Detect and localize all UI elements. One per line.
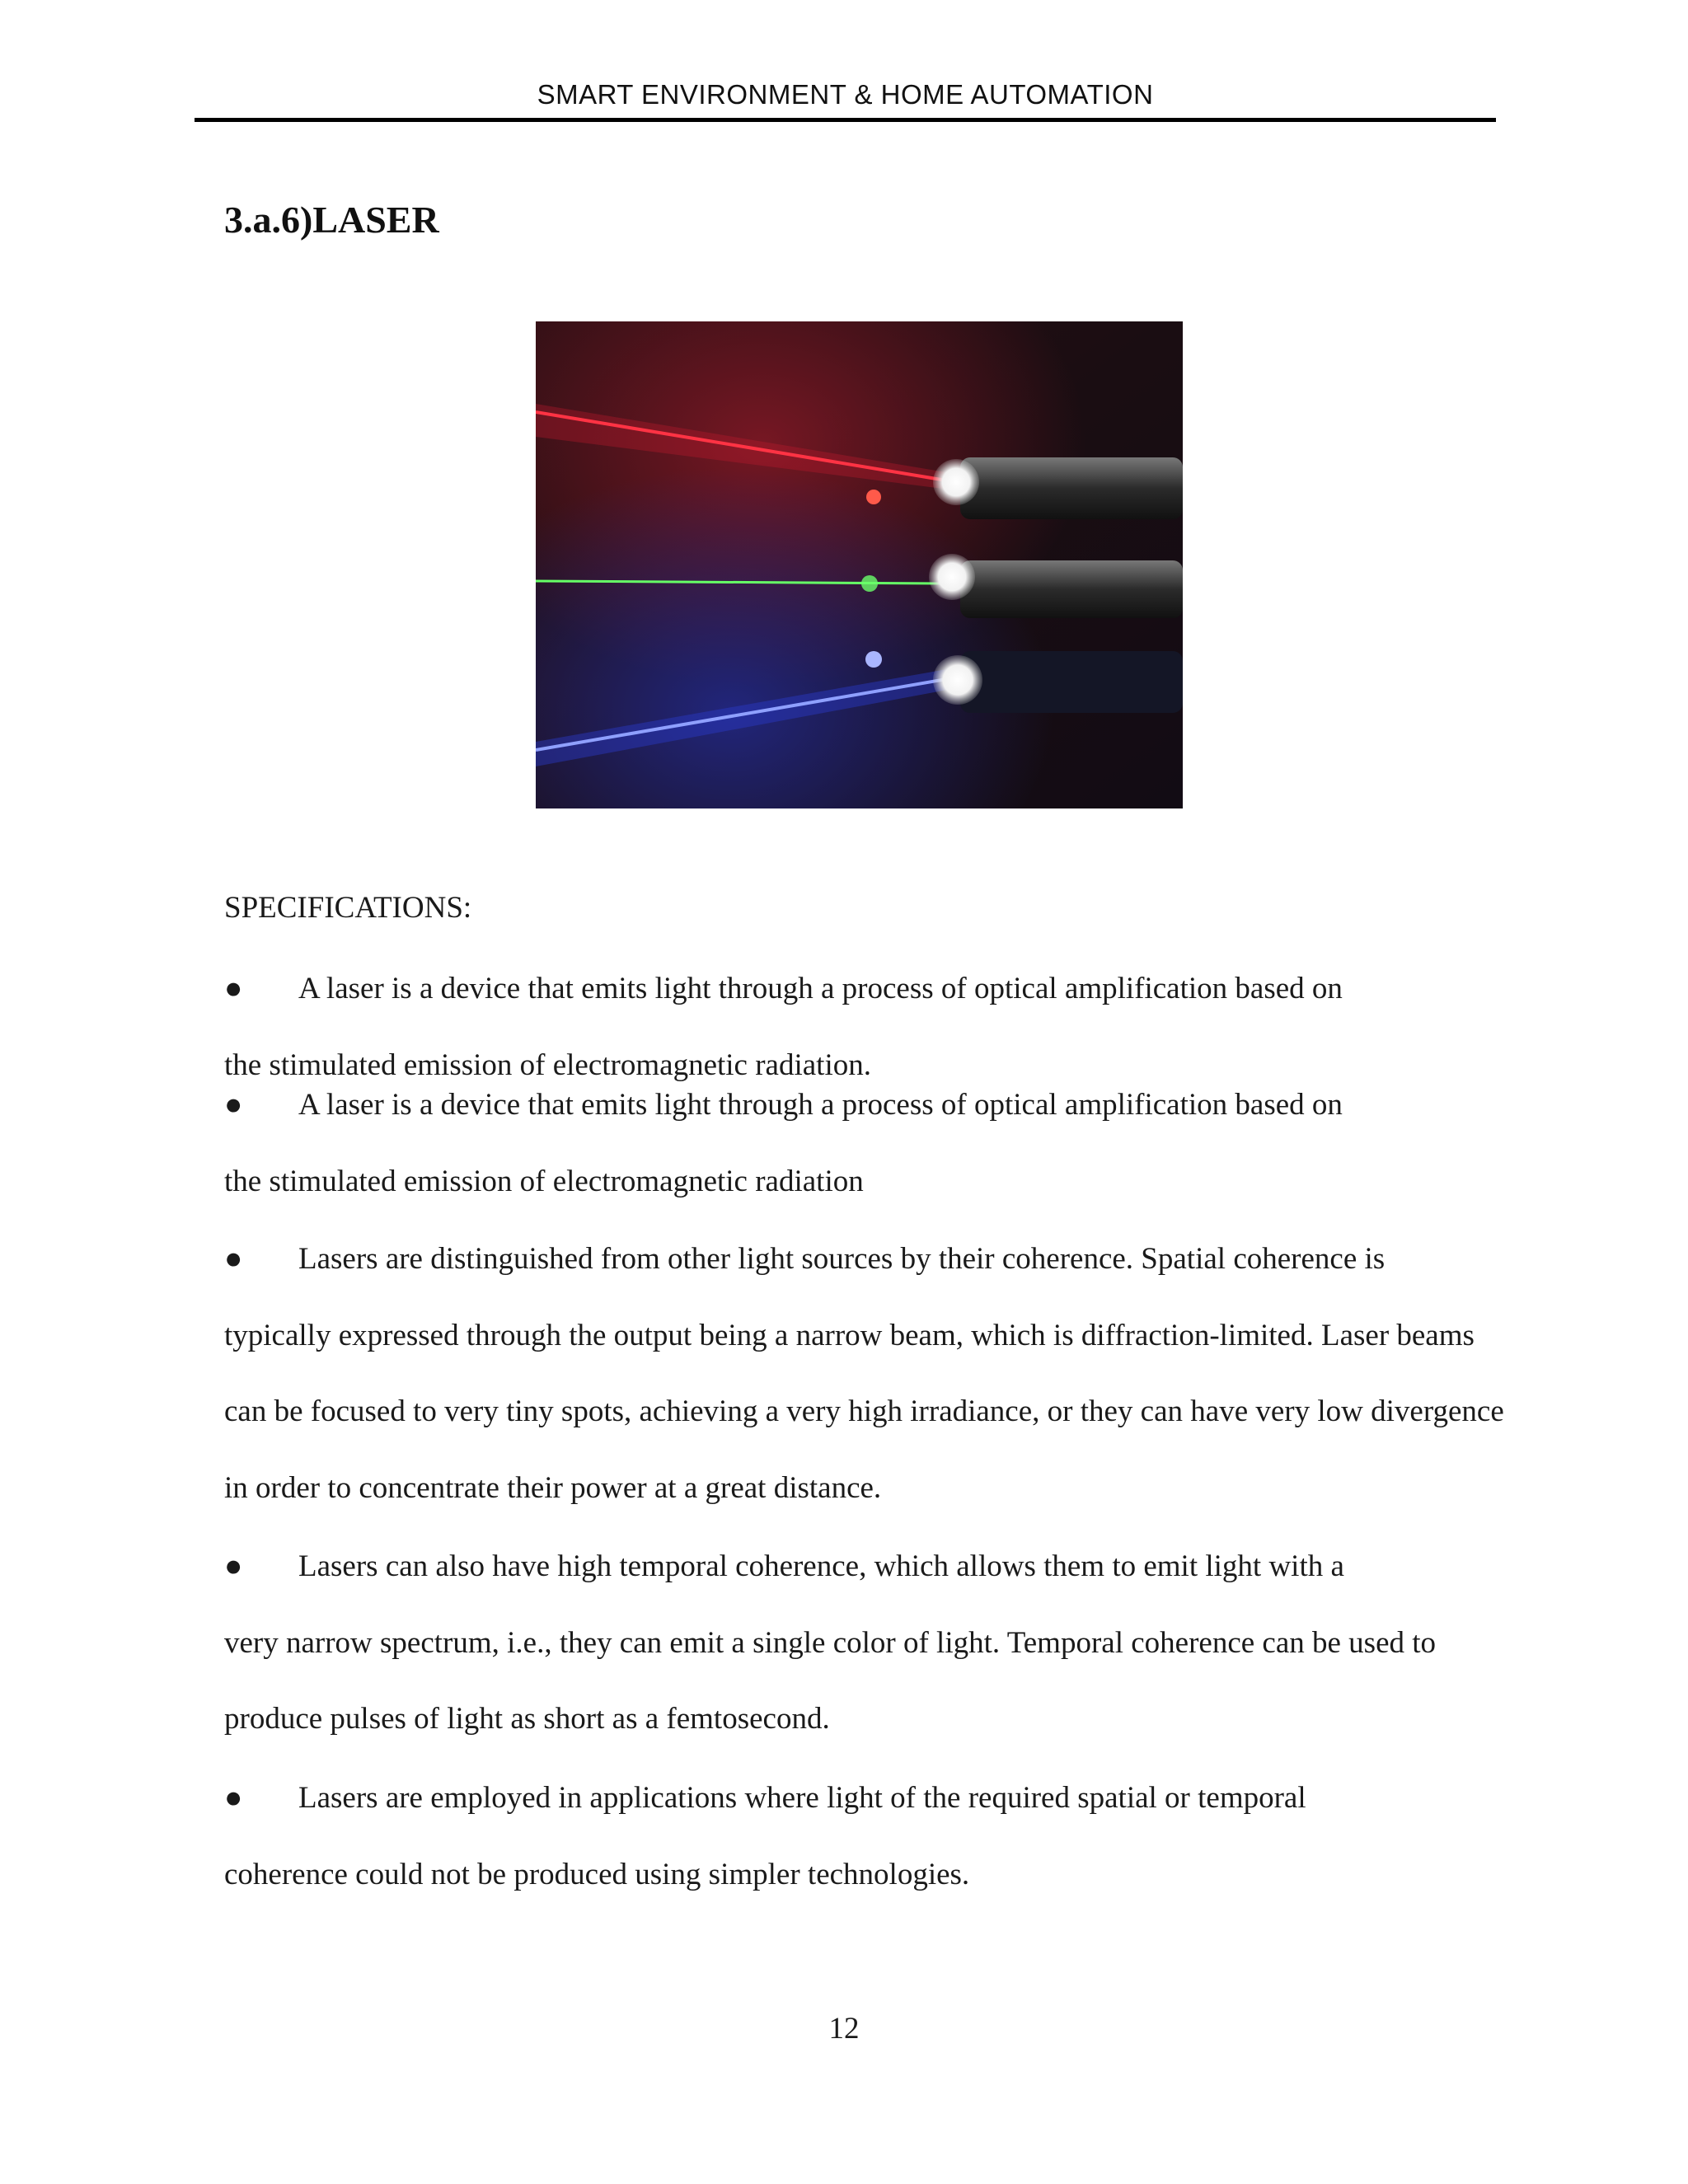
laser-pointers-photo: [536, 321, 1183, 808]
bullet-text-line1: Lasers can also have high temporal coherence, which allows them to emit light with a: [298, 1549, 1344, 1583]
bullet-icon: ●: [224, 1242, 243, 1276]
bullet-icon: ●: [224, 972, 243, 1005]
bullet-text-line1: Lasers are employed in applications where light of the required spatial or temporal: [298, 1781, 1306, 1815]
bullet-text-line1: Lasers are distinguished from other light sources by their coherence. Spatial coherence is: [298, 1242, 1386, 1276]
list-item: [224, 1529, 1510, 1758]
header-rule: [195, 118, 1496, 122]
bullet-text-rest: the stimulated emission of electromagnetic radiation.: [224, 1047, 871, 1082]
bullet-text-line1: A laser is a device that emits light through a process of optical amplification based on: [298, 1088, 1343, 1122]
list-item: [224, 1067, 1510, 1220]
bullet-text-rest: very narrow spectrum, i.e., they can emit a single color of light. Temporal coherence can be used to produce pulses of light as short as a femtosecond.: [224, 1625, 1437, 1736]
bullet-text-rest: the stimulated emission of electromagnetic radiation: [224, 1164, 864, 1198]
specifications-label: SPECIFICATIONS:: [224, 891, 472, 925]
bullet-text-rest: coherence could not be produced using simpler technologies.: [224, 1857, 970, 1891]
bullet-text-rest: typically expressed through the output being a narrow beam, which is diffraction-limited. Laser beams can be focused to very tiny spots, achieving a very high irradiance, or they can have very low divergence in order to concentrate their power at a great distance.: [224, 1318, 1504, 1505]
list-item: [224, 1760, 1510, 1913]
running-header: SMART ENVIRONMENT & HOME AUTOMATION: [537, 79, 1154, 110]
bullet-icon: ●: [224, 1781, 243, 1815]
page-number: 12: [828, 2012, 860, 2046]
section-heading: 3.a.6)LASER: [224, 199, 439, 241]
bullet-icon: ●: [224, 1088, 243, 1122]
bullet-icon: ●: [224, 1549, 243, 1583]
list-item: [224, 1221, 1510, 1526]
bullet-text-line1: A laser is a device that emits light through a process of optical amplification based on: [298, 972, 1343, 1005]
